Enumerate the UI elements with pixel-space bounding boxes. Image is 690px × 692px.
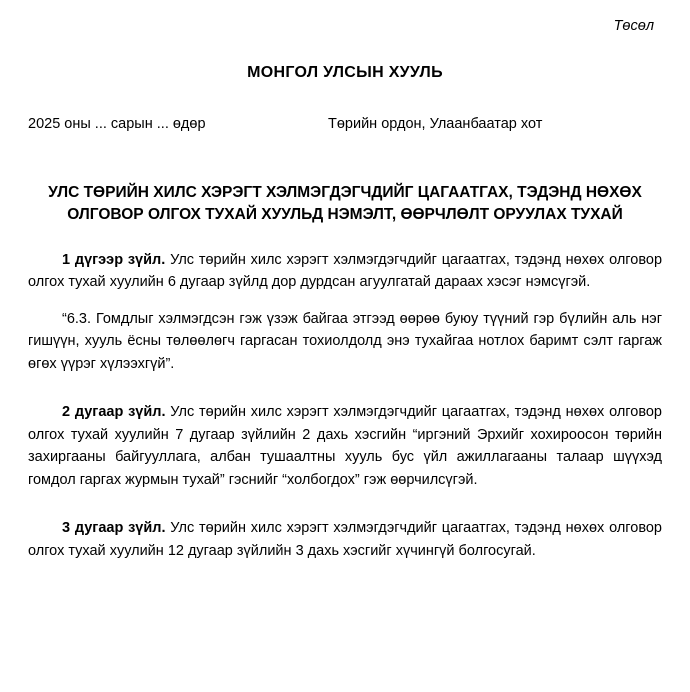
article-3 [28,517,662,562]
draft-marker: Төсөл [613,18,654,34]
document-date: 2025 оны ... сарын ... өдөр [28,116,206,132]
document-place: Төрийн ордон, Улаанбаатар хот [328,116,543,132]
article-1-text: Улс төрийн хилс хэрэгт хэлмэгдэгчдийг цагаатгах, тэдэнд нөхөх олговор олгох тухай хуулийн 6 дугаар зүйлд дор дурдсан агуулгатай дараах хэсэг нэмсүгэй. [28,251,663,291]
inserted-clause-quote: “6.3. Гомдлыг хэлмэгдсэн гэж үзэж байгаа этгээд өөрөө буюу түүний гэр бүлийн аль нэг гишүүн, хууль ёсны төлөөлөгч гаргасан тохиолдолд энэ тухайгаа нотлох баримт сэлт гаргаж өгөх үүрэг хүлээхгүй”. [28,310,662,372]
law-title: УЛС ТӨРИЙН ХИЛС ХЭРЭГТ ХЭЛМЭГДЭГЧДИЙГ ЦАГААТГАХ, ТЭДЭНД НӨХӨХ ОЛГОВОР ОЛГОХ ТУХАЙ ХУУЛЬД НЭМЭЛТ, ӨӨРЧЛӨЛТ ОРУУЛАХ ТУХАЙ [48,184,642,224]
article-1 [28,249,662,294]
article-2-text: Улс төрийн хилс хэрэгт хэлмэгдэгчдийг цагаатгах, тэдэнд нөхөх олговор олгох тухай хуулийн 7 дугаар зүйлийн 2 дахь хэсгийн “иргэний Эрхийг хохироосон төрийн захиргааны байгууллага, албан тушаалтны хууль бус үйл ажиллагааны талаар шүүхэд гомдол гаргах журмын тухай” гэснийг “холбогдох” гэж өөрчилсүгэй. [28,404,662,488]
article-1-number: 1 дүгээр зүйл. [62,251,166,268]
page-title: МОНГОЛ УЛСЫН ХУУЛЬ [247,64,443,81]
document-meta [28,116,662,132]
article-2-number: 2 дугаар зүйл. [62,404,166,421]
article-2 [28,401,662,491]
article-3-number: 3 дугаар зүйл. [62,520,166,537]
article-3-text: Улс төрийн хилс хэрэгт хэлмэгдэгчдийг цагаатгах, тэдэнд нөхөх олговор олгох тухай хуулийн 12 дугаар зүйлийн 3 дахь хэсгийг хүчингүй болгосугай. [28,520,662,559]
